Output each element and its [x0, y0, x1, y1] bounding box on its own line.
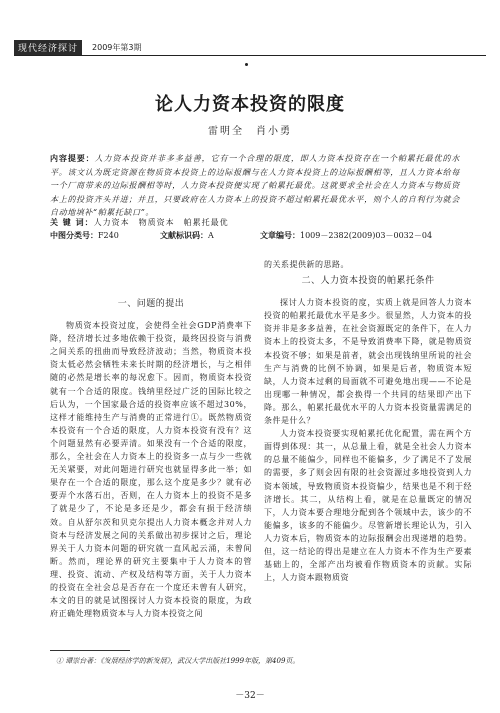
keywords-label: 关 键 词：	[50, 218, 94, 227]
ornament-dot	[245, 63, 248, 66]
doc-code-field	[160, 230, 260, 241]
clc-field	[50, 230, 160, 241]
paragraph: 探讨人力资本投资的度，实质上就是回答人力资本投资的帕累托最优水平是多少。很显然，人力资本的投资并非是多多益善，在社会资源既定的条件下，在人力资本上的投资太多，不是导致消费率下降，就是物质资本投资不够；如果是前者，就会出现钱纳里所说的社会生产与消费的比例不协调，如果是后者，物质资本短缺，人力资本过剩的局面就不可避免地出现——不论是出现哪一种情况，都会换得一个共同的结果即产出下降。那么，帕累托最优水平的人力资本投资量需满足的条件是什么？	[264, 298, 472, 426]
abstract-text: 人力资本投资并非多多益善，它有一个合理的限度，即人力资本投资存在一个帕累托最优的水平。该文认为既定资源在物质资本投资上的边际报酬与在人力资本投资上的边际报酬相等，且人力资本给每一个厂商带来的边际报酬相等时，人力资本投资便实现了帕累托最优。这就要求全社会在人力资本与物质资本上的投资齐头并进；并且，只要政府在人力资本上的投资不超过帕累托最优水平，则个人的自利行为就会自动地填补“帕累托缺口”。	[50, 154, 460, 217]
abstract	[50, 152, 460, 220]
section-heading-2: 二、人力资本投资的帕累托条件	[301, 276, 435, 287]
classification-row	[50, 230, 460, 241]
header-rule	[14, 55, 486, 56]
article-no-value: 1009－2382(2009)03－0032－04	[300, 231, 433, 240]
footnote-rule	[50, 650, 130, 651]
article-no-field	[260, 230, 432, 241]
running-header	[14, 40, 141, 54]
right-column	[264, 258, 472, 584]
abstract-label: 内容提要：	[50, 154, 95, 163]
article-no-label: 文章编号：	[260, 231, 300, 240]
paragraph-continuation: 的关系提供新的思路。	[264, 260, 349, 269]
issue-label: 2009年第3期	[92, 42, 142, 52]
doc-code-value: A	[208, 231, 214, 240]
keywords	[50, 217, 229, 228]
article-authors: 雷明全 肖小勇	[208, 126, 292, 137]
left-column	[50, 294, 252, 620]
section-heading-1: 一、问题的提出	[117, 299, 185, 309]
page-number: －32－	[235, 691, 265, 701]
doc-code-label: 文献标识码：	[160, 231, 208, 240]
clc-label: 中图分类号：	[50, 231, 98, 240]
journal-tag: 现代经济探讨	[14, 40, 82, 55]
paragraph: 物质资本投资过度，会使得全社会GDP消费率下降，经济增长过多地依赖于投资，最终因投资与消费之间关系的扭曲而导致经济波动；当然，物质资本投资太低必然会牺牲未来长时期的经济增长，与之相伴随的必然是增长率的每况愈下。因而，物质资本投资就有一个合适的限度。钱纳里经过广泛的国际比较之后认为，一个国家最合适的投资率应该不超过30%，这样才能维持生产与消费的正常进行①。既然物质资本投资有一个合适的限度，人力资本投资有没有？这个问题显然有必要弄清。如果没有一个合适的限度，那么，全社会在人力资本上的投资多一点与少一些就无关紧要，对此问题进行研究也就显得多此一举；如果存在一个合适的限度，那么这个度是多少？就有必要弄个水落石出，否则，在人力资本上的投资不是多了就是少了，不论是多还是少，都会有损于经济绩效。自从舒尔茨和贝克尔提出人力资本概念并对人力资本与经济发展之间的关系做出初步探讨之后，理论界关于人力资本问题的研究就一直风起云涌，未曾间断。然而，理论界的研究主要集中于人力资本的管理、投资、流动、产权及结构等方面，关于人力资本的投资在全社会总是否存在一个度还未曾有人研究，本文的目的就是试图探讨人力资本投资的限度，为政府正确处理物质资本与人力资本投资之间	[50, 321, 252, 619]
paragraph: 人力资本投资要实现帕累托优化配置，需在两个方面得到体现：其一，从总量上看，就是全社会人力资本的总量不能偏少，同样也不能偏多，少了满足不了发展的需要，多了则会因有限的社会资源过多地投资到人力资本领域，导致物质资本投资偏少，结果也是不利于经济增长。其二，从结构上看，就是在总量既定的情况下，人力资本要合理地分配到各个领域中去，该少的不能偏多，该多的不能偏少。尽管新增长理论认为，引入人力资本后，物质资本的边际报酬会出现递增的趋势。但，这一结论的得出是建立在人力资本不作为生产要素基础上的，全部产出均被看作物质资本的贡献。实际上，人力资本跟物质资	[264, 429, 472, 583]
footnote: ① 谭崇台著：《发展经济学的新发展》，武汉大学出版社1999年版，第409页。	[56, 657, 300, 665]
article-title: 论人力资本投资的限度	[155, 94, 345, 115]
clc-value: F240	[98, 231, 119, 240]
keywords-text: 人力资本 物质资本 帕累托最优	[93, 218, 229, 227]
